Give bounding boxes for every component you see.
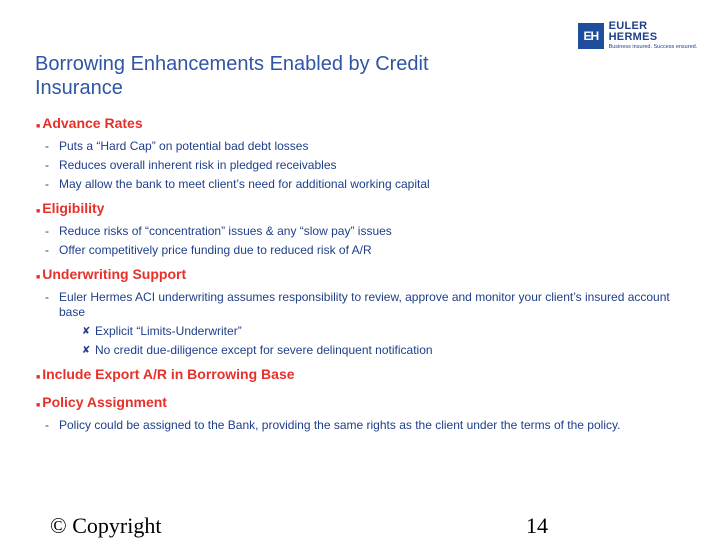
dash-icon: -	[45, 243, 49, 257]
square-bullet-icon: ■	[36, 274, 41, 281]
list-item: - Policy could be assigned to the Bank, providing the same rights as the client under the terms of the policy.	[45, 418, 621, 432]
list-item: - Euler Hermes ACI underwriting assumes responsibility to review, approve and monitor your client’s insured account base	[45, 290, 670, 319]
dash-icon: -	[45, 290, 49, 304]
list-item: - Offer competitively price funding due to reduced risk of A/R	[45, 243, 372, 257]
logo-mark: EH	[578, 23, 604, 49]
page-number: 14	[526, 513, 548, 538]
section-heading: Underwriting Support	[42, 266, 187, 282]
logo-tagline: Business insured. Success ensured.	[608, 44, 698, 51]
dash-icon: -	[45, 224, 49, 238]
slide-title: Borrowing Enhancements Enabled by Credit Insurance	[35, 53, 429, 99]
dash-icon: -	[45, 158, 49, 172]
logo-name: EULER HERMES	[608, 20, 658, 44]
section-export-ar	[36, 366, 696, 386]
section-heading: Include Export A/R in Borrowing Base	[42, 366, 295, 382]
euler-hermes-logo	[578, 21, 698, 51]
square-bullet-icon: ■	[36, 123, 41, 130]
square-bullet-icon: ■	[36, 208, 41, 215]
copyright-footer: © Copyright	[50, 513, 162, 538]
dash-icon: -	[45, 177, 49, 191]
section-advance-rates	[36, 115, 696, 192]
square-bullet-icon: ■	[36, 402, 41, 409]
dash-icon: -	[45, 418, 49, 432]
cross-bullet-icon: ✘	[82, 345, 91, 356]
logo-text	[609, 21, 698, 51]
section-heading: Eligibility	[42, 200, 105, 216]
section-eligibility	[36, 200, 696, 258]
section-policy-assignment	[36, 394, 696, 433]
sub-list-item: ✘ No credit due-diligence except for severe delinquent notification	[82, 343, 433, 357]
section-underwriting-support	[36, 266, 696, 358]
list-item: - May allow the bank to meet client’s need for additional working capital	[45, 177, 430, 191]
list-item: - Reduce risks of “concentration” issues & any “slow pay” issues	[45, 224, 392, 238]
section-heading: Policy Assignment	[42, 394, 167, 410]
list-item: - Reduces overall inherent risk in pledged receivables	[45, 158, 337, 172]
slide-content	[36, 115, 696, 441]
cross-bullet-icon: ✘	[82, 326, 91, 337]
dash-icon: -	[45, 139, 49, 153]
square-bullet-icon: ■	[36, 374, 41, 381]
section-heading: Advance Rates	[42, 115, 143, 131]
list-item: - Puts a “Hard Cap” on potential bad debt losses	[45, 139, 309, 153]
sub-list-item: ✘ Explicit “Limits-Underwriter”	[82, 324, 242, 338]
